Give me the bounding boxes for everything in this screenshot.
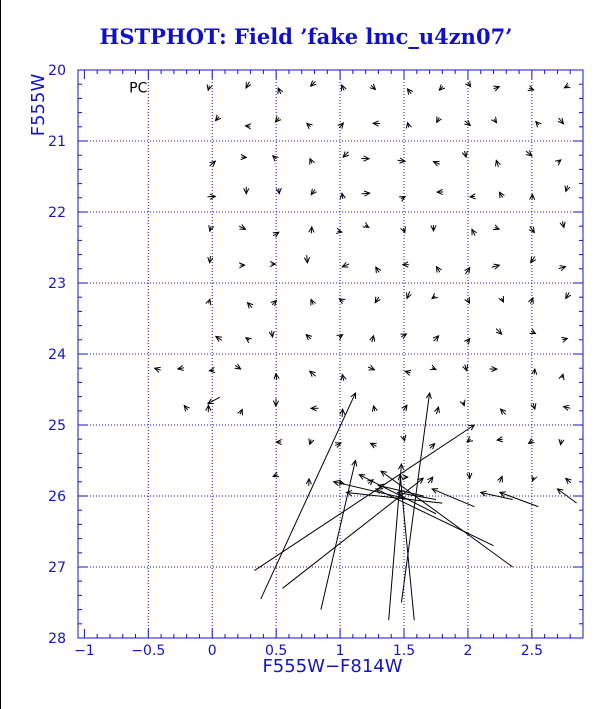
short-vector (499, 296, 504, 302)
short-vector (244, 187, 249, 194)
short-vector (560, 221, 565, 227)
short-vector (210, 161, 216, 167)
short-vector (306, 479, 311, 486)
short-vector (304, 255, 309, 263)
short-vector (209, 225, 214, 231)
short-vector (559, 374, 564, 380)
short-vector (309, 227, 314, 233)
short-vector (270, 261, 275, 266)
short-vector (309, 438, 314, 444)
short-vector (246, 338, 252, 343)
y-tick-label: 22 (48, 205, 66, 221)
y-tick-label: 23 (48, 276, 66, 292)
short-vector (558, 118, 563, 124)
short-vector (530, 329, 536, 334)
short-vector (492, 264, 500, 269)
short-vector (430, 365, 436, 370)
short-vector (437, 116, 442, 122)
short-vector (531, 256, 536, 262)
short-vector (496, 329, 502, 335)
short-vector (530, 194, 535, 200)
short-vector (490, 366, 497, 371)
short-vector (311, 299, 316, 305)
short-vector (307, 123, 313, 129)
short-vector (433, 336, 439, 342)
short-vector (559, 439, 564, 445)
short-vector (439, 85, 445, 91)
short-vector (341, 85, 346, 91)
short-vector (371, 443, 377, 448)
y-tick-label: 26 (48, 489, 66, 505)
short-vector (437, 189, 443, 194)
short-vector (501, 409, 507, 415)
short-vector (336, 228, 342, 233)
short-vector (362, 191, 370, 196)
short-vector (401, 435, 406, 441)
short-vector (499, 192, 504, 198)
short-vector (306, 335, 312, 341)
short-vector (310, 159, 315, 165)
short-vector (437, 267, 442, 273)
y-tick-label: 27 (48, 560, 66, 576)
short-vector (248, 303, 254, 309)
tick-layer (48, 63, 583, 659)
short-vector (216, 337, 222, 342)
short-vector (564, 405, 571, 410)
short-vector (433, 161, 439, 166)
short-vector (495, 160, 500, 167)
short-vector (311, 189, 316, 195)
short-vector (275, 116, 281, 122)
short-vector (340, 193, 345, 199)
short-vector (528, 86, 534, 91)
short-vector (559, 266, 566, 271)
short-vector (343, 151, 349, 157)
x-tick-label: 0.5 (265, 643, 288, 659)
short-vector (529, 438, 535, 443)
short-vector (407, 89, 412, 95)
vector-layer (155, 81, 577, 621)
short-vector (361, 156, 369, 161)
x-tick-label: 2 (463, 643, 473, 659)
short-vector (462, 151, 467, 157)
short-vector (472, 229, 477, 235)
short-vector (184, 405, 189, 411)
short-vector (493, 86, 499, 91)
short-vector (434, 407, 439, 414)
short-vector (208, 397, 220, 404)
short-vector (406, 123, 411, 129)
short-vector (311, 406, 318, 411)
short-vector (372, 406, 377, 412)
short-vector (432, 293, 438, 298)
short-vector (238, 409, 243, 415)
short-vector (274, 374, 279, 380)
grid-layer (78, 70, 583, 638)
short-vector (493, 225, 499, 230)
short-vector (206, 299, 211, 305)
short-vector (216, 115, 222, 121)
short-vector (273, 399, 278, 407)
long-vector (500, 492, 538, 507)
short-vector (341, 375, 346, 381)
short-vector (526, 150, 532, 155)
short-vector (271, 300, 277, 306)
short-vector (531, 403, 536, 409)
short-vector (400, 334, 406, 339)
short-vector (400, 226, 405, 232)
short-vector (464, 120, 470, 125)
short-vector (269, 331, 274, 337)
short-vector (528, 298, 533, 304)
x-tick-label: 2.5 (520, 643, 543, 659)
short-vector (239, 263, 244, 268)
y-tick-label: 28 (48, 631, 66, 647)
short-vector (463, 365, 468, 371)
short-vector (427, 477, 432, 483)
short-vector (273, 232, 279, 237)
short-vector (465, 297, 470, 303)
short-vector (373, 121, 380, 126)
short-vector (565, 185, 570, 191)
short-vector (207, 84, 212, 90)
y-tick-label: 21 (48, 134, 66, 150)
y-tick-label: 24 (48, 347, 66, 363)
short-vector (529, 226, 534, 232)
y-tick-label: 25 (48, 418, 66, 434)
short-vector (207, 194, 215, 199)
short-vector (235, 364, 241, 369)
short-vector (532, 475, 537, 481)
long-vector (381, 471, 513, 567)
short-vector (555, 160, 561, 165)
short-vector (178, 365, 184, 370)
short-vector (342, 262, 349, 267)
short-vector (311, 81, 317, 87)
short-vector (209, 367, 215, 372)
x-tick-label: 1.5 (392, 643, 416, 659)
short-vector (429, 444, 435, 450)
panel-label: PC (129, 80, 148, 97)
short-vector (206, 405, 211, 412)
short-vector (431, 225, 436, 231)
long-vector (283, 478, 424, 588)
short-vector (405, 370, 411, 375)
short-vector (536, 122, 542, 128)
short-vector (241, 154, 247, 159)
short-vector (497, 437, 503, 442)
y-tick-label: 20 (48, 63, 66, 79)
long-vector (432, 489, 474, 507)
short-vector (338, 123, 344, 129)
short-vector (370, 336, 375, 342)
short-vector (276, 439, 281, 444)
short-vector (532, 369, 537, 375)
chart-title: HSTPHOT: Field ’fake lmc_u4zn07’ (99, 24, 513, 49)
short-vector (375, 297, 380, 303)
short-vector (278, 88, 283, 94)
short-vector (208, 256, 213, 263)
short-vector (368, 365, 374, 370)
short-vector (370, 84, 376, 90)
short-vector (464, 339, 469, 345)
y-axis-label: F555W (28, 73, 49, 137)
short-vector (467, 472, 472, 478)
short-vector (566, 293, 571, 299)
x-axis-label: F555W−F814W (262, 656, 403, 677)
short-vector (246, 82, 251, 88)
short-vector (310, 371, 316, 377)
short-vector (491, 117, 496, 123)
short-vector (246, 124, 252, 129)
short-vector (239, 225, 245, 230)
short-vector (467, 437, 473, 442)
short-vector (407, 291, 412, 298)
short-vector (376, 267, 381, 273)
long-vector (254, 425, 474, 571)
short-vector (564, 83, 570, 88)
short-vector (273, 156, 279, 162)
short-vector (363, 222, 369, 227)
short-vector (465, 268, 470, 275)
x-tick-label: −1 (74, 643, 95, 659)
short-vector (337, 335, 343, 340)
short-vector (498, 476, 503, 482)
short-vector (155, 367, 161, 372)
short-vector (399, 196, 405, 201)
short-vector (273, 472, 279, 477)
short-vector (566, 478, 572, 484)
short-vector (276, 188, 281, 194)
short-vector (561, 337, 567, 342)
x-tick-label: 1 (335, 643, 345, 659)
x-tick-label: −0.5 (131, 643, 166, 659)
x-tick-label: 0 (207, 643, 217, 659)
short-vector (460, 400, 465, 406)
short-vector (470, 194, 476, 199)
short-vector (398, 158, 406, 163)
